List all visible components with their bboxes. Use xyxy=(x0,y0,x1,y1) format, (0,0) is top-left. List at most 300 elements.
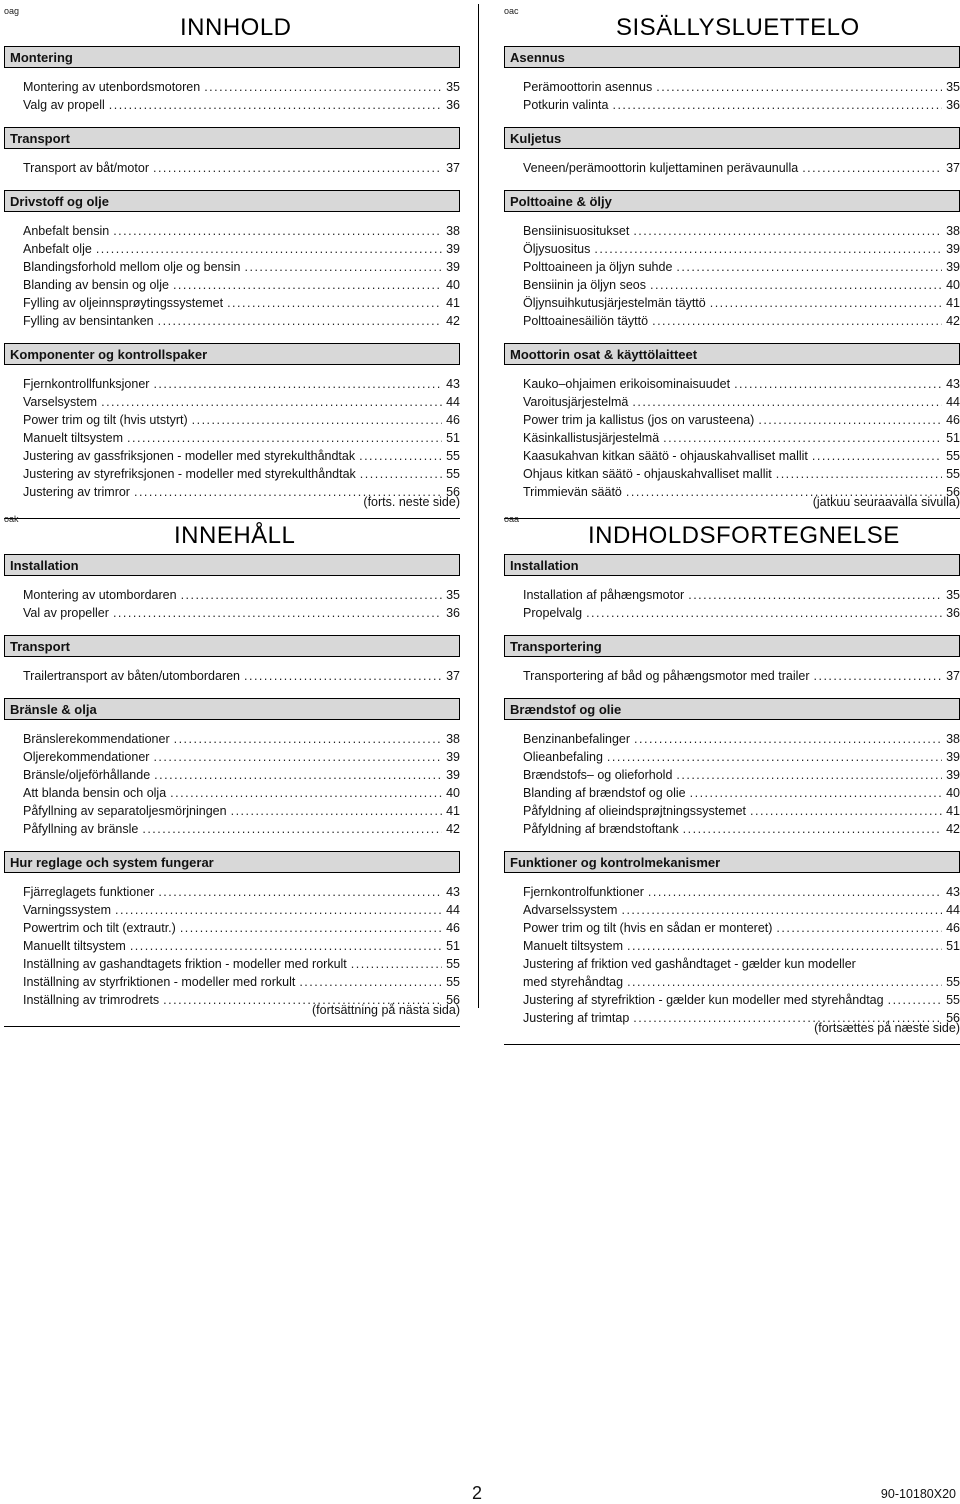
toc-entry[interactable] xyxy=(23,802,460,820)
dot-leader xyxy=(192,411,442,429)
section-entries xyxy=(4,212,460,343)
entry-title: Fylling av bensintanken xyxy=(23,314,154,328)
dot-leader xyxy=(656,78,942,96)
entry-title: Valg av propell xyxy=(23,98,105,112)
entry-title: Bensiinin ja öljyn seos xyxy=(523,278,646,292)
toc-entry[interactable] xyxy=(523,222,960,240)
toc-entry[interactable] xyxy=(23,312,460,330)
section-end-rule xyxy=(504,1044,960,1045)
section-heading: Brændstof og olie xyxy=(504,698,960,720)
section-heading: Bränsle & olja xyxy=(4,698,460,720)
entry-title: Påfyldning af olieindsprøjtningssystemet xyxy=(523,804,747,818)
entry-page: 42 xyxy=(446,314,460,328)
entry-page: 51 xyxy=(446,431,460,445)
dot-leader xyxy=(663,429,942,447)
entry-title: Transportering af båd og påhængsmotor med trailer xyxy=(523,669,810,683)
toc-title: INNEHÅLL xyxy=(174,522,296,549)
dot-leader xyxy=(113,604,442,622)
entry-page: 55 xyxy=(946,467,960,481)
toc-entry[interactable] xyxy=(523,586,960,604)
entry-title: Blanding av bensin og olje xyxy=(23,278,169,292)
dot-leader xyxy=(174,730,442,748)
entry-title: Påfyllning av separatoljesmörjningen xyxy=(23,804,227,818)
entry-page: 44 xyxy=(446,903,460,917)
entry-page: 39 xyxy=(946,750,960,764)
entry-title: Fjernkontrollfunksjoner xyxy=(23,377,150,391)
dot-leader xyxy=(173,276,442,294)
toc-entry[interactable] xyxy=(523,294,960,312)
toc-entry[interactable] xyxy=(523,766,960,784)
page-number: 2 xyxy=(472,1483,483,1503)
toc-entry[interactable] xyxy=(23,393,460,411)
entry-page: 37 xyxy=(446,669,460,683)
toc-entry[interactable] xyxy=(523,730,960,748)
section-heading: Asennus xyxy=(504,46,960,68)
entry-page: 36 xyxy=(446,606,460,620)
toc-entry[interactable] xyxy=(523,991,960,1009)
entry-title: Propelvalg xyxy=(523,606,583,620)
entry-page: 51 xyxy=(446,939,460,953)
entry-page: 46 xyxy=(446,413,460,427)
entry-page: 40 xyxy=(946,278,960,292)
entry-page: 43 xyxy=(946,885,960,899)
toc-entry[interactable] xyxy=(523,667,960,685)
toc-entry[interactable] xyxy=(23,411,460,429)
toc-entry[interactable] xyxy=(23,276,460,294)
entry-title: Inställning av trimrodrets xyxy=(23,993,160,1007)
toc-entry[interactable] xyxy=(23,883,460,901)
entry-page: 39 xyxy=(446,242,460,256)
dot-leader xyxy=(734,375,942,393)
dot-leader xyxy=(245,258,443,276)
entry-page: 43 xyxy=(946,377,960,391)
toc-title: INDHOLDSFORTEGNELSE xyxy=(588,522,900,549)
toc-entry[interactable] xyxy=(23,604,460,622)
entry-title: Påfyldning af brændstoftank xyxy=(523,822,679,836)
toc-entry[interactable] xyxy=(523,901,960,919)
toc-entry[interactable] xyxy=(523,411,960,429)
dot-leader xyxy=(627,973,942,991)
entry-page: 38 xyxy=(446,732,460,746)
dot-leader xyxy=(181,586,443,604)
dot-leader xyxy=(299,973,442,991)
entry-title: Fjärreglagets funktioner xyxy=(23,885,155,899)
section-entries xyxy=(504,657,960,698)
entry-page: 56 xyxy=(446,485,460,499)
section-entries xyxy=(504,149,960,190)
dot-leader xyxy=(750,802,942,820)
section-end-rule xyxy=(4,518,460,519)
entry-title: Montering av utombordaren xyxy=(23,588,177,602)
dot-leader xyxy=(710,294,942,312)
toc-entry[interactable] xyxy=(523,96,960,114)
language-code: oaa xyxy=(504,514,520,524)
section-entries xyxy=(4,68,460,127)
dot-leader xyxy=(142,820,442,838)
toc-sections xyxy=(4,554,460,1032)
section-entries xyxy=(4,365,460,524)
dot-leader xyxy=(586,604,942,622)
continued-note: (fortsættes på næste side) xyxy=(814,1021,960,1035)
dot-leader xyxy=(204,78,442,96)
dot-leader xyxy=(109,96,442,114)
section-heading: Kuljetus xyxy=(504,127,960,149)
column-divider xyxy=(478,4,479,1008)
entry-title: Justering av gassfriksjonen - modeller med styrekulthåndtak xyxy=(23,449,356,463)
section-entries xyxy=(4,576,460,635)
section-entries xyxy=(4,657,460,698)
entry-title: Oljerekommendationer xyxy=(23,750,150,764)
toc-entry[interactable] xyxy=(23,784,460,802)
entry-title: Käsinkallistusjärjestelmä xyxy=(523,431,660,445)
section-entries xyxy=(504,576,960,635)
dot-leader xyxy=(632,393,942,411)
section-heading: Moottorin osat & käyttölaitteet xyxy=(504,343,960,365)
entry-page: 41 xyxy=(446,296,460,310)
entry-title: Fjernkontrolfunktioner xyxy=(523,885,644,899)
entry-title: Manuelt tiltsystem xyxy=(23,431,124,445)
toc-entry[interactable] xyxy=(23,937,460,955)
continued-note: (jatkuu seuraavalla sivulla) xyxy=(812,495,960,509)
dot-leader xyxy=(180,919,442,937)
entry-page: 40 xyxy=(446,278,460,292)
entry-page: 42 xyxy=(446,822,460,836)
toc-entry[interactable] xyxy=(523,429,960,447)
entry-page: 44 xyxy=(446,395,460,409)
toc-entry[interactable] xyxy=(523,937,960,955)
entry-page: 38 xyxy=(446,224,460,238)
dot-leader xyxy=(170,784,442,802)
entry-page: 55 xyxy=(946,449,960,463)
section-entries xyxy=(504,873,960,1050)
dot-leader xyxy=(802,159,942,177)
toc-entry[interactable] xyxy=(523,748,960,766)
entry-page: 55 xyxy=(446,975,460,989)
toc-entry[interactable] xyxy=(23,465,460,483)
dot-leader xyxy=(634,730,942,748)
toc-entry[interactable] xyxy=(523,312,960,330)
dot-leader xyxy=(158,883,442,901)
dot-leader xyxy=(227,294,442,312)
entry-title: Inställning av styrfriktionen - modeller med rorkult xyxy=(23,975,296,989)
toc-entry[interactable] xyxy=(23,955,460,973)
section-end-rule xyxy=(4,1026,460,1027)
toc-entry[interactable] xyxy=(23,766,460,784)
toc-entry[interactable] xyxy=(23,429,460,447)
dot-leader xyxy=(231,802,443,820)
entry-title: Power trim ja kallistus (jos on varusteena) xyxy=(523,413,755,427)
entry-title: Trimmievän säätö xyxy=(523,485,622,499)
dot-leader xyxy=(652,312,942,330)
dot-leader xyxy=(688,586,942,604)
entry-title: Anbefalt olje xyxy=(23,242,92,256)
entry-title: Advarselssystem xyxy=(523,903,618,917)
dot-leader xyxy=(360,465,442,483)
entry-title: Benzinanbefalinger xyxy=(523,732,631,746)
section-entries xyxy=(504,212,960,343)
toc-entry[interactable] xyxy=(523,802,960,820)
toc-entry[interactable] xyxy=(23,748,460,766)
entry-title: Justering af styrefriktion - gælder kun modeller med styrehåndtag xyxy=(523,993,884,1007)
section-entries xyxy=(504,365,960,524)
entry-page: 40 xyxy=(446,786,460,800)
section-end-rule xyxy=(504,518,960,519)
entry-title: Öljynsuihkutusjärjestelmän täyttö xyxy=(523,296,706,310)
section-entries xyxy=(504,68,960,127)
entry-page: 39 xyxy=(446,750,460,764)
section-heading: Transportering xyxy=(504,635,960,657)
section-entries xyxy=(4,720,460,851)
entry-page: 37 xyxy=(946,161,960,175)
toc-title: SISÄLLYSLUETTELO xyxy=(616,14,860,41)
toc-entry[interactable] xyxy=(523,820,960,838)
entry-page: 36 xyxy=(946,98,960,112)
entry-page: 56 xyxy=(946,485,960,499)
entry-page: 42 xyxy=(946,822,960,836)
toc-sections xyxy=(4,46,460,524)
toc-entry[interactable] xyxy=(23,240,460,258)
entry-title: Bränsle/oljeförhållande xyxy=(23,768,151,782)
dot-leader xyxy=(158,312,442,330)
dot-leader xyxy=(888,991,943,1009)
entry-title: Polttoaineen ja öljyn suhde xyxy=(523,260,673,274)
dot-leader xyxy=(812,447,942,465)
entry-page: 35 xyxy=(446,80,460,94)
dot-leader xyxy=(153,748,442,766)
continued-note: (fortsättning på nästa sida) xyxy=(312,1003,460,1017)
section-heading: Drivstoff og olje xyxy=(4,190,460,212)
entry-title: Påfyllning av bränsle xyxy=(23,822,139,836)
dot-leader xyxy=(113,222,442,240)
dot-leader xyxy=(127,429,442,447)
toc-entry[interactable] xyxy=(23,820,460,838)
entry-title-continuation: med styrehåndtag xyxy=(523,975,624,989)
toc-sections xyxy=(504,554,960,1050)
toc-entry[interactable] xyxy=(523,447,960,465)
entry-title: Trailertransport av båten/utombordaren xyxy=(23,669,241,683)
toc-sections xyxy=(504,46,960,524)
entry-page: 56 xyxy=(446,993,460,1007)
toc-entry[interactable] xyxy=(23,375,460,393)
dot-leader xyxy=(359,447,442,465)
entry-title: Transport av båt/motor xyxy=(23,161,149,175)
section-entries xyxy=(504,720,960,851)
dot-leader xyxy=(676,766,942,784)
entry-page: 39 xyxy=(946,768,960,782)
entry-title: Power trim og tilt (hvis en sådan er monteret) xyxy=(523,921,773,935)
entry-title: Varningssystem xyxy=(23,903,111,917)
entry-page: 36 xyxy=(946,606,960,620)
dot-leader xyxy=(101,393,442,411)
entry-title: Perämoottorin asennus xyxy=(523,80,653,94)
entry-page: 55 xyxy=(946,975,960,989)
toc-entry[interactable] xyxy=(523,78,960,96)
entry-page: 42 xyxy=(946,314,960,328)
document-number: 90-10180X20 xyxy=(880,1487,956,1501)
toc-entry[interactable] xyxy=(523,393,960,411)
section-heading: Polttoaine & öljy xyxy=(504,190,960,212)
section-heading: Komponenter og kontrollspaker xyxy=(4,343,460,365)
dot-leader xyxy=(648,883,942,901)
entry-page: 46 xyxy=(446,921,460,935)
entry-page: 35 xyxy=(446,588,460,602)
entry-page: 43 xyxy=(446,377,460,391)
toc-entry[interactable] xyxy=(523,919,960,937)
entry-title-continuation-row xyxy=(523,973,960,991)
entry-page: 43 xyxy=(446,885,460,899)
dot-leader xyxy=(621,901,942,919)
entry-page: 41 xyxy=(946,296,960,310)
section-heading: Transport xyxy=(4,635,460,657)
section-heading: Montering xyxy=(4,46,460,68)
language-code: oak xyxy=(4,514,19,524)
entry-title: Val av propeller xyxy=(23,606,109,620)
dot-leader xyxy=(690,784,942,802)
dot-leader xyxy=(776,465,942,483)
entry-page: 39 xyxy=(446,768,460,782)
entry-page: 38 xyxy=(946,732,960,746)
entry-title: Installation af påhængsmotor xyxy=(523,588,685,602)
dot-leader xyxy=(683,820,942,838)
entry-page: 37 xyxy=(446,161,460,175)
toc-entry[interactable] xyxy=(523,784,960,802)
language-code: oac xyxy=(504,6,519,16)
language-code: oag xyxy=(4,6,20,16)
dot-leader xyxy=(96,240,442,258)
entry-page: 35 xyxy=(946,588,960,602)
dot-leader xyxy=(758,411,942,429)
entry-page: 40 xyxy=(946,786,960,800)
entry-title: Power trim og tilt (hvis utstyrt) xyxy=(23,413,188,427)
dot-leader xyxy=(154,766,442,784)
entry-page: 51 xyxy=(946,431,960,445)
dot-leader xyxy=(153,159,442,177)
toc-entry[interactable] xyxy=(23,159,460,177)
entry-page: 44 xyxy=(946,903,960,917)
toc-entry[interactable] xyxy=(523,258,960,276)
entry-title: Bensiinisuositukset xyxy=(523,224,630,238)
entry-title: Justering av trimror xyxy=(23,485,130,499)
entry-title: Brændstofs– og olieforhold xyxy=(523,768,673,782)
toc-entry[interactable] xyxy=(523,465,960,483)
section-heading: Funktioner og kontrolmekanismer xyxy=(504,851,960,873)
entry-page: 39 xyxy=(446,260,460,274)
section-heading: Transport xyxy=(4,127,460,149)
toc-entry[interactable] xyxy=(523,240,960,258)
entry-title: Anbefalt bensin xyxy=(23,224,110,238)
entry-page: 41 xyxy=(446,804,460,818)
dot-leader xyxy=(676,258,942,276)
toc-entry[interactable] xyxy=(23,919,460,937)
entry-page: 55 xyxy=(446,467,460,481)
dot-leader xyxy=(607,748,942,766)
entry-title: Inställning av gashandtagets friktion - modeller med rorkult xyxy=(23,957,347,971)
entry-title: Polttoainesäiliön täyttö xyxy=(523,314,649,328)
section-entries xyxy=(4,873,460,1032)
toc-entry[interactable] xyxy=(23,258,460,276)
entry-title: Att blanda bensin och olja xyxy=(23,786,167,800)
entry-page: 37 xyxy=(946,669,960,683)
toc-entry[interactable] xyxy=(23,96,460,114)
dot-leader xyxy=(627,937,942,955)
entry-page: 51 xyxy=(946,939,960,953)
entry-title: Potkurin valinta xyxy=(523,98,609,112)
toc-entry[interactable] xyxy=(523,883,960,901)
toc-entry[interactable] xyxy=(523,276,960,294)
entry-title: Kaasukahvan kitkan säätö - ohjauskahvalliset mallit xyxy=(523,449,808,463)
entry-page: 56 xyxy=(946,1011,960,1025)
entry-page: 39 xyxy=(946,242,960,256)
entry-title: Öljysuositus xyxy=(523,242,591,256)
entry-page: 46 xyxy=(946,921,960,935)
entry-title: Blanding af brændstof og olie xyxy=(523,786,686,800)
dot-leader xyxy=(153,375,442,393)
toc-entry[interactable] xyxy=(23,78,460,96)
entry-title: Kauko–ohjaimen erikoisominaisuudet xyxy=(523,377,731,391)
entry-title: Varselsystem xyxy=(23,395,98,409)
entry-title: Bränslerekommendationer xyxy=(23,732,170,746)
toc-entry[interactable] xyxy=(523,375,960,393)
entry-title: Manuellt tiltsystem xyxy=(23,939,126,953)
dot-leader xyxy=(130,937,442,955)
section-heading: Installation xyxy=(504,554,960,576)
toc-entry[interactable] xyxy=(23,667,460,685)
entry-page: 36 xyxy=(446,98,460,112)
toc-entry[interactable] xyxy=(523,604,960,622)
toc-entry[interactable] xyxy=(23,730,460,748)
section-heading: Installation xyxy=(4,554,460,576)
dot-leader xyxy=(776,919,942,937)
entry-page: 38 xyxy=(946,224,960,238)
toc-entry[interactable] xyxy=(23,222,460,240)
toc-title: INNHOLD xyxy=(180,14,292,41)
entry-title: Justering af trimtap xyxy=(523,1011,630,1025)
entry-title: Olieanbefaling xyxy=(523,750,603,764)
entry-title: Veneen/perämoottorin kuljettaminen perävaunulla xyxy=(523,161,799,175)
dot-leader xyxy=(814,667,943,685)
toc-entry[interactable] xyxy=(23,586,460,604)
entry-title: Manuelt tiltsystem xyxy=(523,939,624,953)
dot-leader xyxy=(351,955,442,973)
toc-entry[interactable] xyxy=(523,955,960,991)
toc-entry[interactable] xyxy=(23,973,460,991)
continued-note: (forts. neste side) xyxy=(363,495,460,509)
toc-entry[interactable] xyxy=(23,294,460,312)
section-heading: Hur reglage och system fungerar xyxy=(4,851,460,873)
entry-title: Powertrim och tilt (extrautr.) xyxy=(23,921,176,935)
toc-entry[interactable] xyxy=(23,901,460,919)
dot-leader xyxy=(612,96,942,114)
entry-title: Fylling av oljeinnsprøytingssystemet xyxy=(23,296,224,310)
section-entries xyxy=(4,149,460,190)
entry-page: 35 xyxy=(946,80,960,94)
entry-title: Montering av utenbordsmotoren xyxy=(23,80,201,94)
entry-page: 55 xyxy=(446,957,460,971)
dot-leader xyxy=(594,240,942,258)
toc-entry[interactable] xyxy=(523,159,960,177)
entry-page: 44 xyxy=(946,395,960,409)
entry-title: Ohjaus kitkan säätö - ohjauskahvalliset mallit xyxy=(523,467,772,481)
entry-page: 46 xyxy=(946,413,960,427)
entry-page: 39 xyxy=(946,260,960,274)
entry-title: Justering af friktion ved gashåndtaget - gælder kun modeller xyxy=(523,957,856,971)
toc-entry[interactable] xyxy=(23,447,460,465)
dot-leader xyxy=(650,276,942,294)
entry-page: 41 xyxy=(946,804,960,818)
entry-title: Varoitusjärjestelmä xyxy=(523,395,629,409)
entry-title: Blandingsforhold mellom olje og bensin xyxy=(23,260,241,274)
dot-leader xyxy=(115,901,442,919)
